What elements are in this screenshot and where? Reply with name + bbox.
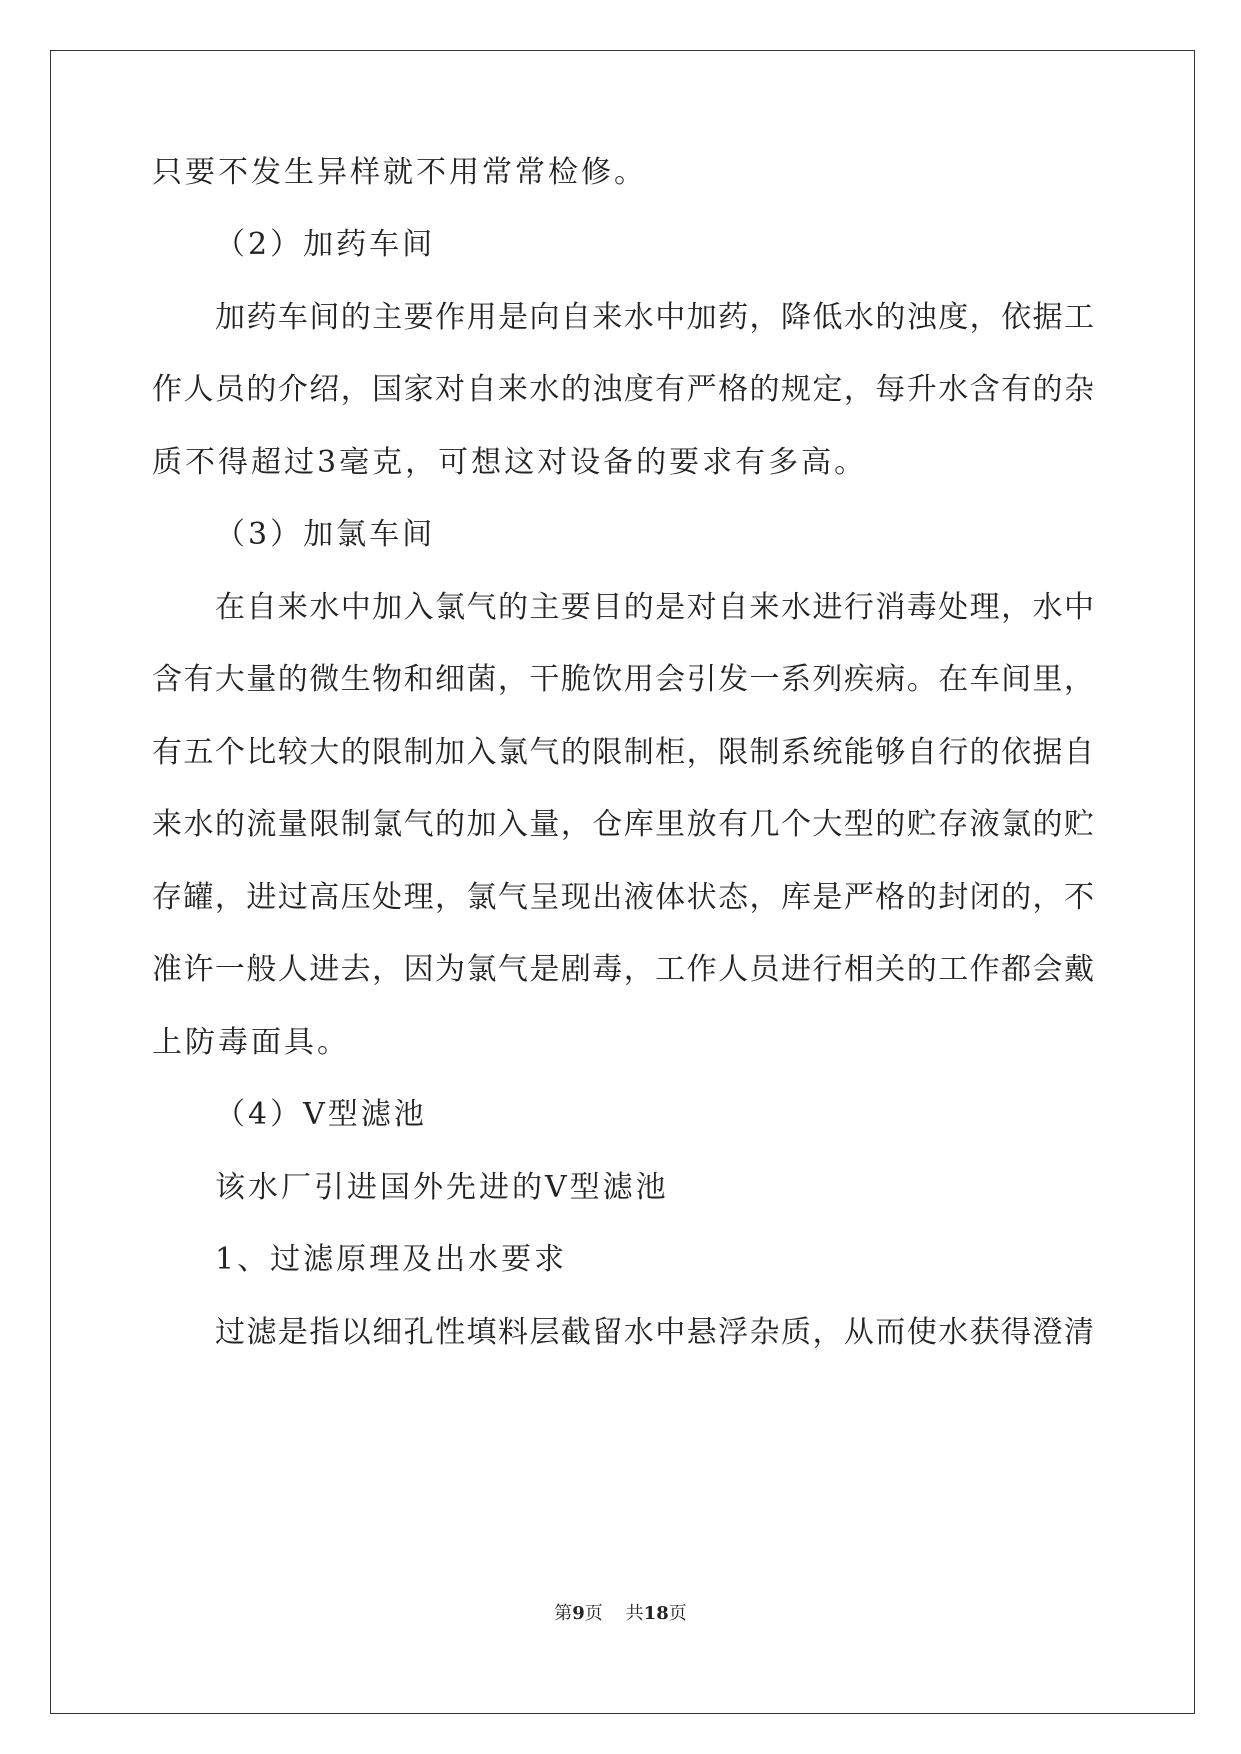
footer-total-prefix: 共 <box>625 1603 644 1624</box>
text-line: 该水厂引进国外先进的V型滤池 <box>215 1170 669 1205</box>
page-footer <box>0 1602 1241 1626</box>
footer-total-unit: 页 <box>668 1603 687 1624</box>
text-line: 加药车间的主要作用是向自来水中加药，降低水的浊度，依据工 <box>215 300 1094 335</box>
text-line: 来水的流量限制氯气的加入量，仓库里放有几个大型的贮存液氯的贮 <box>152 807 1094 842</box>
text-line: 在自来水中加入氯气的主要目的是对自来水进行消毒处理，水中 <box>215 590 1094 625</box>
text-line: 有五个比较大的限制加入氯气的限制柜，限制系统能够自行的依据自 <box>152 735 1094 770</box>
text-line: 只要不发生异样就不用常常检修。 <box>152 155 647 190</box>
text-line: 准许一般人进去，因为氯气是剧毒，工作人员进行相关的工作都会戴 <box>152 952 1094 987</box>
total-pages: 18 <box>643 1603 669 1624</box>
text-line: 存罐，进过高压处理，氯气呈现出液体状态，库是严格的封闭的，不 <box>152 880 1094 915</box>
text-line: 质不得超过3毫克，可想这对设备的要求有多高。 <box>152 445 868 480</box>
footer-prefix: 第 <box>554 1603 573 1624</box>
text-line: 作人员的介绍，国家对自来水的浊度有严格的规定，每升水含有的杂 <box>152 372 1094 407</box>
subsection-heading: 1、过滤原理及出水要求 <box>215 1242 568 1277</box>
page-number: 9 <box>572 1603 585 1624</box>
text-line: 上防毒面具。 <box>152 1025 350 1060</box>
text-line: 过滤是指以细孔性填料层截留水中悬浮杂质，从而使水获得澄清 <box>215 1315 1094 1350</box>
footer-page-unit: 页 <box>584 1603 603 1624</box>
section-heading: （4）V型滤池 <box>215 1097 427 1132</box>
section-heading: （3）加氯车间 <box>215 517 436 552</box>
section-heading: （2）加药车间 <box>215 227 436 262</box>
text-line: 含有大量的微生物和细菌，干脆饮用会引发一系列疾病。在车间里， <box>152 662 1094 697</box>
